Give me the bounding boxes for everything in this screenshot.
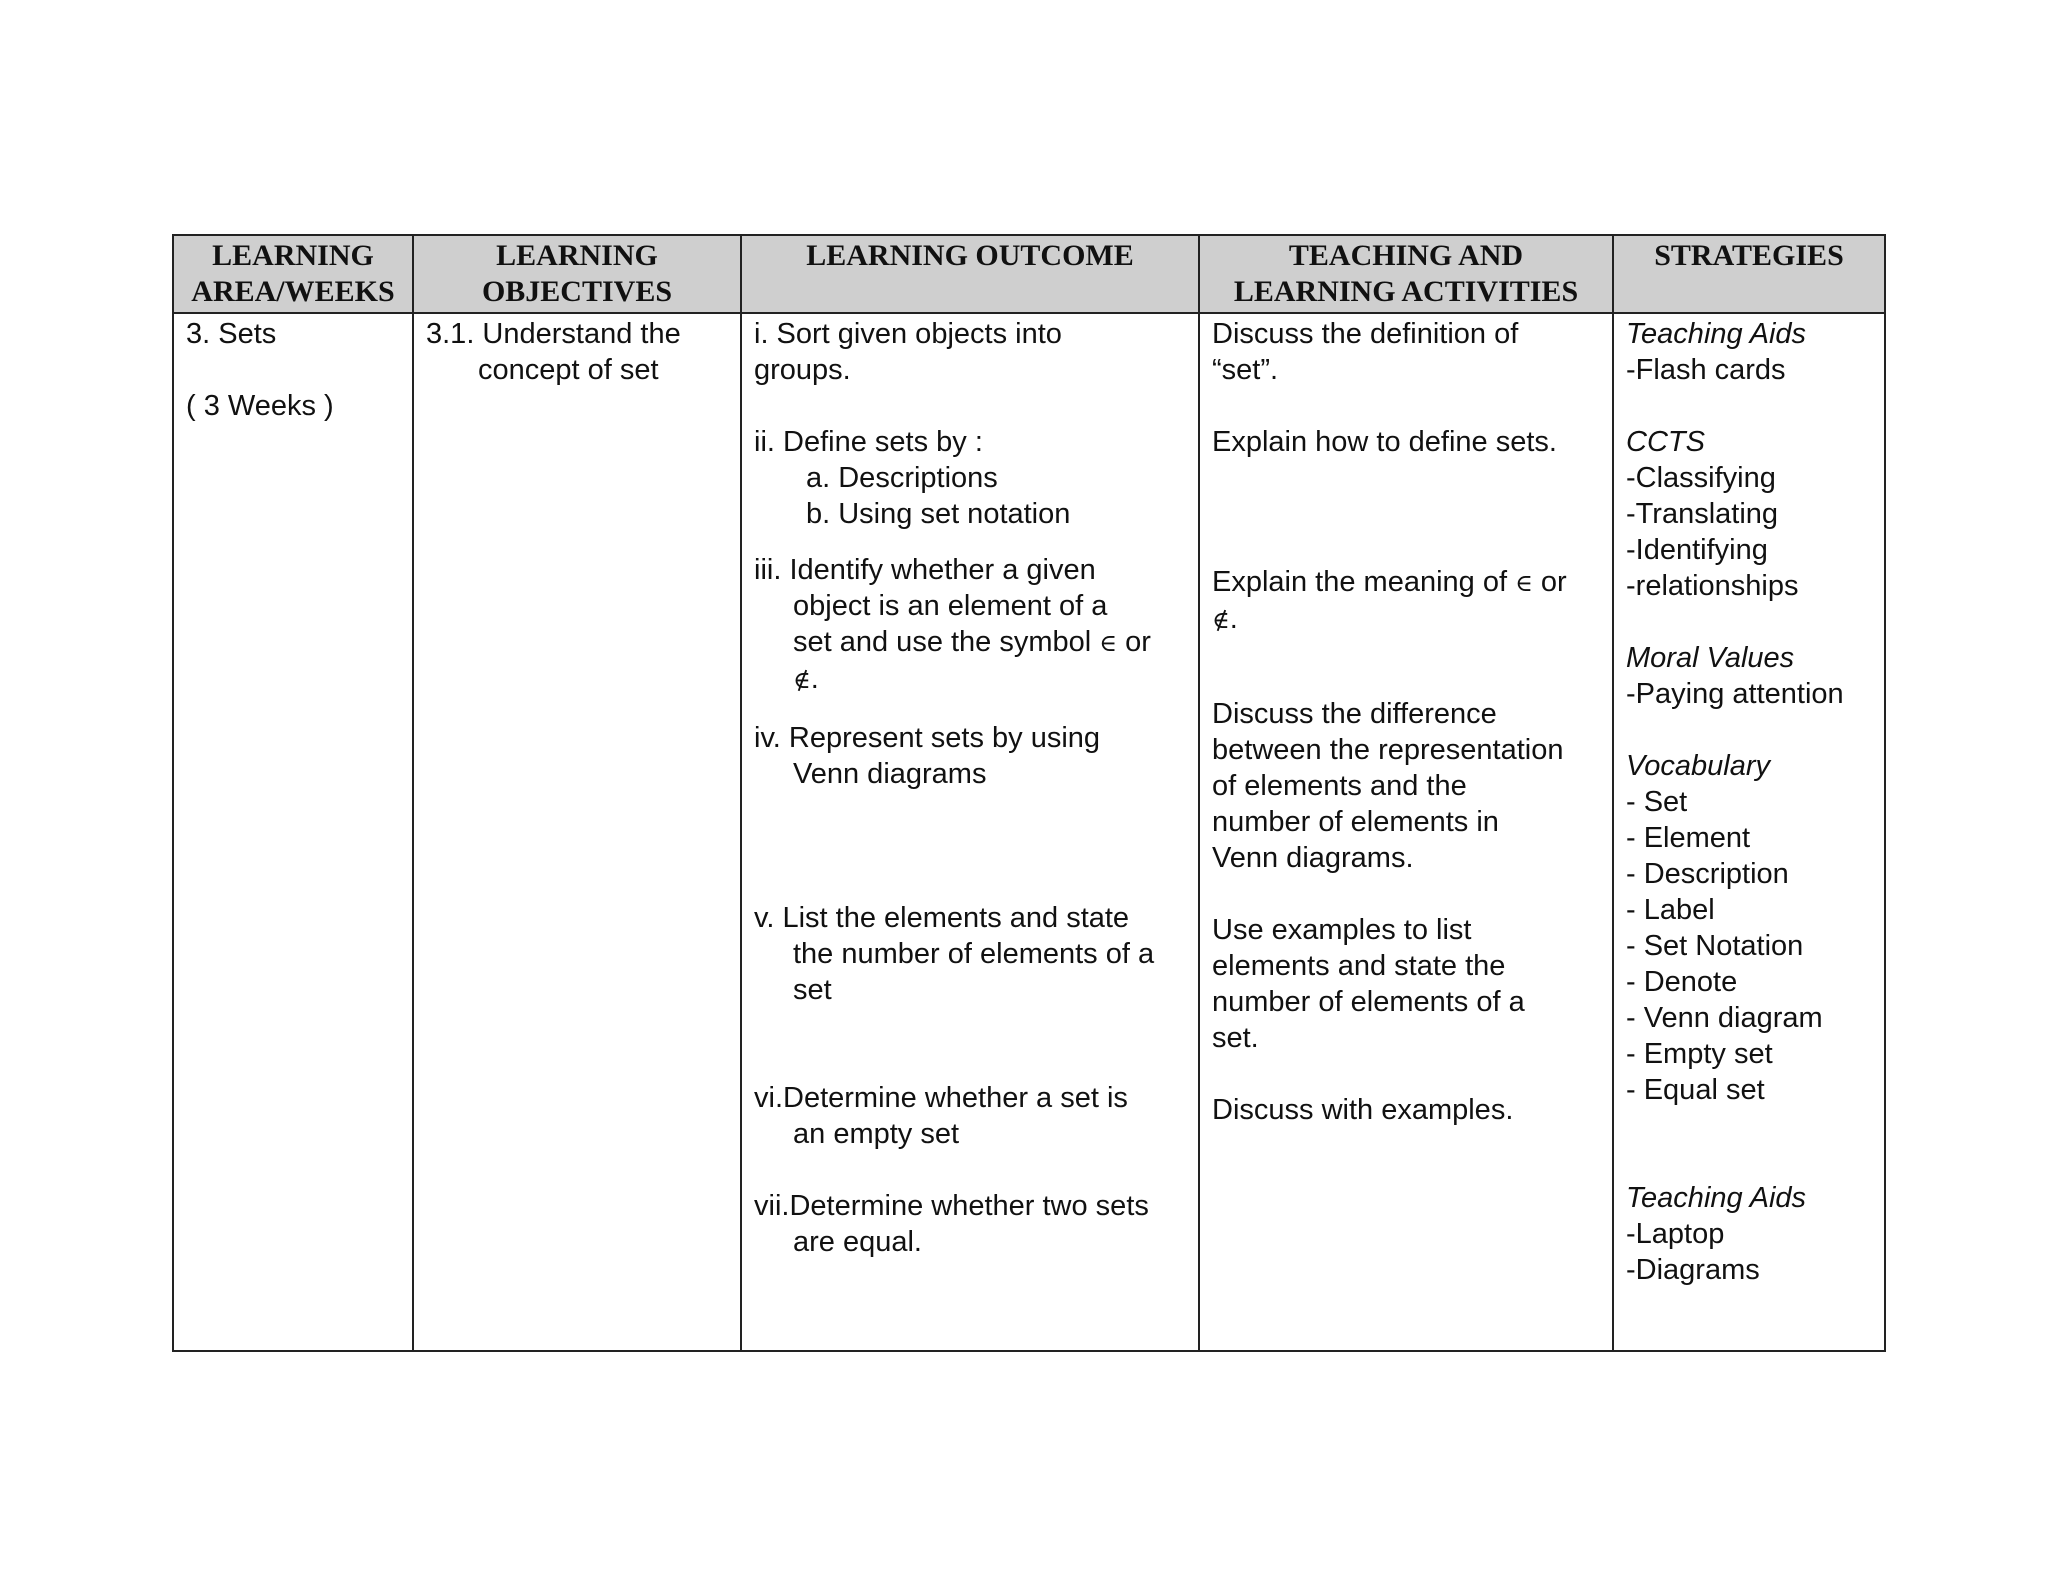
vocabulary-item: - Set Notation	[1626, 930, 1804, 962]
vocabulary-item: - Label	[1626, 894, 1715, 926]
strategies-cell	[1613, 313, 1885, 1351]
vocabulary-item: - Equal set	[1626, 1074, 1765, 1106]
vocabulary-item: - Element	[1626, 822, 1751, 854]
teaching-activities-cell	[1199, 313, 1613, 1351]
objective-line-2: concept of set	[478, 354, 659, 386]
vocabulary-item: - Venn diagram	[1626, 1002, 1823, 1034]
ccts-item: -relationships	[1626, 570, 1799, 602]
not-element-of-symbol: ∉	[1212, 606, 1230, 634]
activity-3: Explain the meaning of ∈ or ∉.	[1212, 566, 1567, 635]
learning-outcome-cell	[741, 313, 1199, 1351]
teaching-aids-heading: Teaching Aids	[1626, 318, 1807, 350]
activity-1: Discuss the definition of “set”.	[1212, 318, 1519, 386]
outcome-ii: ii. Define sets by : a. Descriptions b. Using set notation	[754, 426, 1071, 530]
activity-2: Explain how to define sets.	[1212, 426, 1557, 458]
element-of-symbol: ∈	[1099, 629, 1118, 657]
ccts-item: -Translating	[1626, 498, 1779, 530]
header-strategies: STRATEGIES	[1613, 235, 1885, 313]
header-learning-objectives: LEARNING OBJECTIVES	[413, 235, 741, 313]
objective-line-1: 3.1. Understand the	[426, 318, 681, 350]
outcome-iv: iv. Represent sets by using Venn diagrams	[754, 722, 1101, 790]
outcome-iii: iii. Identify whether a given object is an element of a set and use the symbol ∈ or ∉.	[754, 554, 1151, 695]
moral-values-item: -Paying attention	[1626, 678, 1844, 710]
vocabulary-item: - Description	[1626, 858, 1789, 890]
learning-objectives-cell	[413, 313, 741, 1351]
header-row	[173, 235, 1885, 313]
activity-4: Discuss the difference between the representation of elements and the number of elements in Venn diagrams.	[1212, 698, 1564, 874]
outcome-i: i. Sort given objects into groups.	[754, 318, 1062, 386]
header-learning-area: LEARNING AREA/WEEKS	[173, 235, 413, 313]
teaching-aids-heading: Teaching Aids	[1626, 1182, 1807, 1214]
teaching-aids-item: -Laptop	[1626, 1218, 1725, 1250]
moral-values-heading: Moral Values	[1626, 642, 1795, 674]
area-weeks: ( 3 Weeks )	[186, 390, 334, 422]
vocabulary-heading: Vocabulary	[1626, 750, 1771, 782]
teaching-aids-item: -Diagrams	[1626, 1254, 1760, 1286]
outcome-vi: vi.Determine whether a set is an empty set	[754, 1082, 1128, 1150]
vocabulary-item: - Set	[1626, 786, 1688, 818]
area-title: 3. Sets	[186, 318, 277, 350]
outcome-v: v. List the elements and state the number of elements of a set	[754, 902, 1155, 1006]
content-row	[173, 313, 1885, 1351]
header-learning-outcome: LEARNING OUTCOME	[741, 235, 1199, 313]
header-teaching-activities: TEACHING AND LEARNING ACTIVITIES	[1199, 235, 1613, 313]
vocabulary-item: - Empty set	[1626, 1038, 1773, 1070]
teaching-aids-item: -Flash cards	[1626, 354, 1786, 386]
ccts-item: -Classifying	[1626, 462, 1776, 494]
activity-5: Use examples to list elements and state the number of elements of a set.	[1212, 914, 1525, 1054]
learning-area-cell	[173, 313, 413, 1351]
outcome-vii: vii.Determine whether two sets are equal.	[754, 1190, 1149, 1258]
not-element-of-symbol: ∉	[793, 666, 811, 694]
lesson-plan-table	[172, 234, 1886, 1352]
ccts-heading: CCTS	[1626, 426, 1705, 458]
activity-6: Discuss with examples.	[1212, 1094, 1514, 1126]
ccts-item: -Identifying	[1626, 534, 1768, 566]
element-of-symbol: ∈	[1515, 569, 1533, 597]
vocabulary-item: - Denote	[1626, 966, 1738, 998]
